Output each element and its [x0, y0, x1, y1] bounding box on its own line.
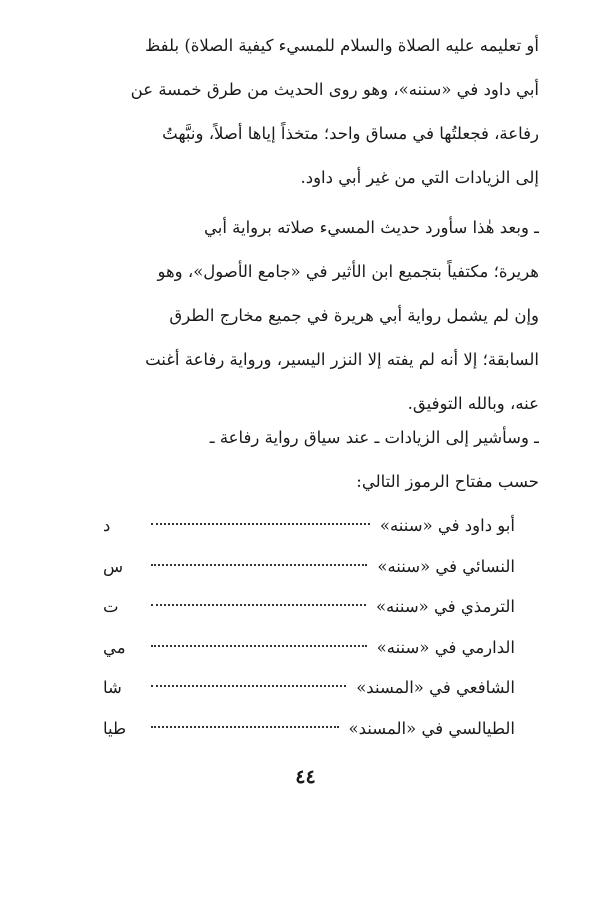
paragraph-1 — [104, 24, 539, 200]
key-source-label: الترمذي في «سننه» — [375, 597, 515, 616]
key-entry — [103, 638, 515, 679]
paragraph-line: أبي داود في «سننه»، وهو روى الحديث من طرق خمسة عن — [130, 80, 539, 99]
key-entry — [103, 557, 515, 598]
paragraph-line: ـ وبعد هٰذا سأورد حديث المسيء صلاته برواية أبي — [203, 218, 539, 237]
abbreviation-key-list — [103, 516, 515, 759]
key-entry — [103, 597, 515, 638]
paragraph-line: وإن لم يشمل رواية أبي هريرة في جميع مخارج الطرق — [169, 306, 539, 325]
key-source-label: أبو داود في «سننه» — [379, 516, 515, 535]
leader-dots — [151, 685, 346, 687]
key-abbreviation: س — [103, 556, 124, 576]
key-entry — [103, 678, 515, 719]
leader-dots — [151, 726, 339, 728]
key-abbreviation: ت — [103, 597, 119, 616]
paragraph-line: إلى الزيادات التي من غير أبي داود. — [300, 168, 539, 187]
key-source-label: النسائي في «سننه» — [377, 556, 515, 576]
leader-dots — [151, 645, 367, 647]
paragraph-line: ـ وسأشير إلى الزيادات ـ عند سياق رواية رفاعة ـ — [209, 428, 539, 447]
leader-dots — [151, 564, 367, 566]
key-abbreviation: شا — [103, 678, 122, 697]
key-source-label: الطيالسي في «المسند» — [348, 718, 515, 738]
paragraph-3 — [104, 416, 539, 504]
paragraph-line: السابقة؛ إلا أنه لم يفته إلا النزر اليسير، ورواية رفاعة أغنت — [145, 350, 539, 369]
leader-dots — [151, 604, 366, 606]
leader-dots — [151, 523, 370, 525]
key-entry — [103, 719, 515, 760]
paragraph-line: حسب مفتاح الرموز التالي: — [356, 472, 539, 491]
paragraph-line: هريرة؛ مكتفياً بتجميع ابن الأثير في «جامع الأصول»، وهو — [157, 262, 539, 281]
key-source-label: الدارمي في «سننه» — [376, 637, 515, 657]
key-abbreviation: مي — [103, 637, 126, 657]
key-entry — [103, 516, 515, 557]
paragraph-2 — [104, 206, 539, 426]
page-number: ٤٤ — [295, 766, 316, 788]
paragraph-line: عنه، وبالله التوفيق. — [407, 394, 539, 413]
paragraph-line: أو تعليمه عليه الصلاة والسلام للمسيء كيفية الصلاة) بلفظ — [145, 36, 539, 55]
key-source-label: الشافعي في «المسند» — [356, 678, 515, 697]
paragraph-line: رفاعة، فجعلتُها في مساق واحد؛ متخذاً إياها أصلاً، ونبَّهتُ — [162, 124, 539, 143]
key-abbreviation: د — [103, 516, 111, 535]
key-abbreviation: طيا — [103, 718, 127, 738]
